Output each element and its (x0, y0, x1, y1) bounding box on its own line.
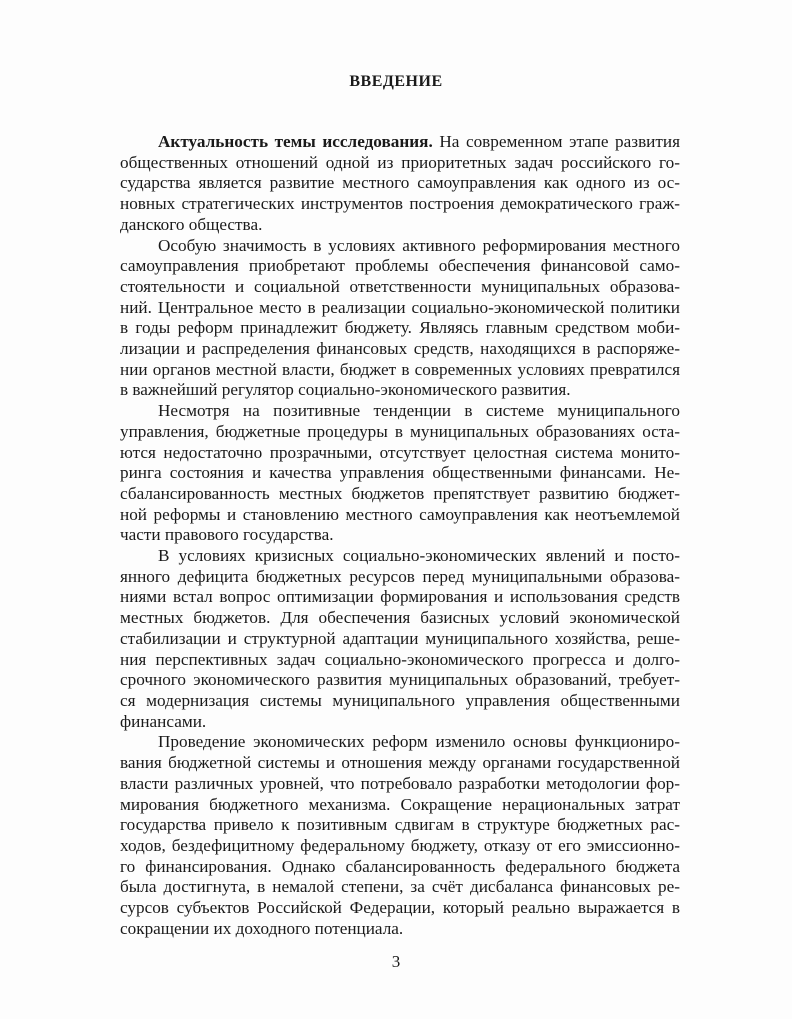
paragraph-significance (120, 236, 680, 402)
text-line: ся модернизация системы муниципального управления общественными (120, 690, 680, 710)
text-line: общественных отношений одной из приоритетных задач российского го- (120, 152, 680, 172)
document-body (120, 132, 680, 939)
text-line: янного дефицита бюджетных ресурсов перед муниципальными образова- (120, 566, 680, 586)
text-line: срочного экономического развития муниципальных образований, требует- (120, 670, 680, 690)
text-line: ния перспективных задач социально-экономического прогресса и долго- (120, 649, 680, 669)
text-line-content: На современном этапе развития (432, 132, 680, 151)
text-line: ринга состояния и качества управления общественными финансами. Не- (120, 463, 680, 483)
text-line: самоуправления приобретают проблемы обеспечения финансовой само- (120, 256, 680, 276)
text-line: ной реформы и становлению местного самоуправления как неотъемлемой (120, 504, 680, 524)
text-line: Особую значимость в условиях активного реформирования местного (158, 235, 680, 255)
text-line: стоятельности и социальной ответственности муниципальных образова- (120, 276, 680, 296)
text-line: государства привело к позитивным сдвигам в структуре бюджетных рас- (120, 815, 680, 835)
text-line: в годы реформ принадлежит бюджету. Являясь главным средством моби- (120, 318, 680, 338)
page-title: ВВЕДЕНИЕ (349, 73, 443, 90)
text-line: нии органов местной власти, бюджет в современных условиях превратился (120, 359, 680, 379)
text-line: новных стратегических инструментов построения демократического граж- (120, 194, 680, 214)
text-line: ются недостаточно прозрачными, отсутствует целостная система монито- (120, 442, 680, 462)
relevance-heading: Актуальность темы исследования. (158, 132, 433, 151)
text-line: мирования бюджетного механизма. Сокращение нерациональных затрат (120, 794, 680, 814)
paragraph-reforms (120, 732, 680, 939)
text-line: Проведение экономических реформ изменило основы функциониро- (158, 732, 680, 752)
page-number: 3 (391, 952, 401, 971)
text-line: лизации и распределения финансовых средств, находящихся в распоряже- (120, 339, 680, 359)
text-line: ходов, бездефицитному федеральному бюджету, отказу от его эмиссионно- (120, 835, 680, 855)
text-line: сбалансированность местных бюджетов препятствует развитию бюджет- (120, 483, 680, 503)
text-line: местных бюджетов. Для обеспечения базисных условий экономической (120, 608, 680, 628)
text-line: В условиях кризисных социально-экономических явлений и посто- (158, 546, 680, 566)
text-line: ниями встал вопрос оптимизации формирования и использования средств (120, 587, 680, 607)
paragraph-relevance (120, 132, 680, 236)
paragraph-trends (120, 401, 680, 546)
text-line: сокращении их доходного потенциала. (120, 918, 404, 938)
paragraph-crisis (120, 546, 680, 732)
text-line: сурсов субъектов Российской Федерации, который реально выражается в (120, 898, 680, 918)
text-line: в важнейший регулятор социально-экономического развития. (120, 380, 571, 400)
text-line: го финансирования. Однако сбалансированность федерального бюджета (120, 856, 680, 876)
text-line: финансами. (120, 711, 207, 731)
text-line: данского общества. (120, 214, 263, 234)
text-line (120, 132, 680, 153)
text-line: власти различных уровней, что потребовало разработки методологии фор- (120, 773, 680, 793)
text-line: вания бюджетной системы и отношения между органами государственной (120, 753, 680, 773)
text-line: стабилизации и структурной адаптации муниципального хозяйства, реше- (120, 628, 680, 648)
text-line: была достигнута, в немалой степени, за счёт дисбаланса финансовых ре- (120, 877, 680, 897)
text-line: Несмотря на позитивные тенденции в системе муниципального (158, 401, 680, 421)
text-line: сударства является развитие местного самоуправления как одного из ос- (120, 173, 680, 193)
text-line: части правового государства. (120, 525, 334, 545)
text-line: управления, бюджетные процедуры в муниципальных образованиях оста- (120, 421, 680, 441)
text-line: ний. Центральное место в реализации социально-экономической политики (120, 297, 680, 317)
